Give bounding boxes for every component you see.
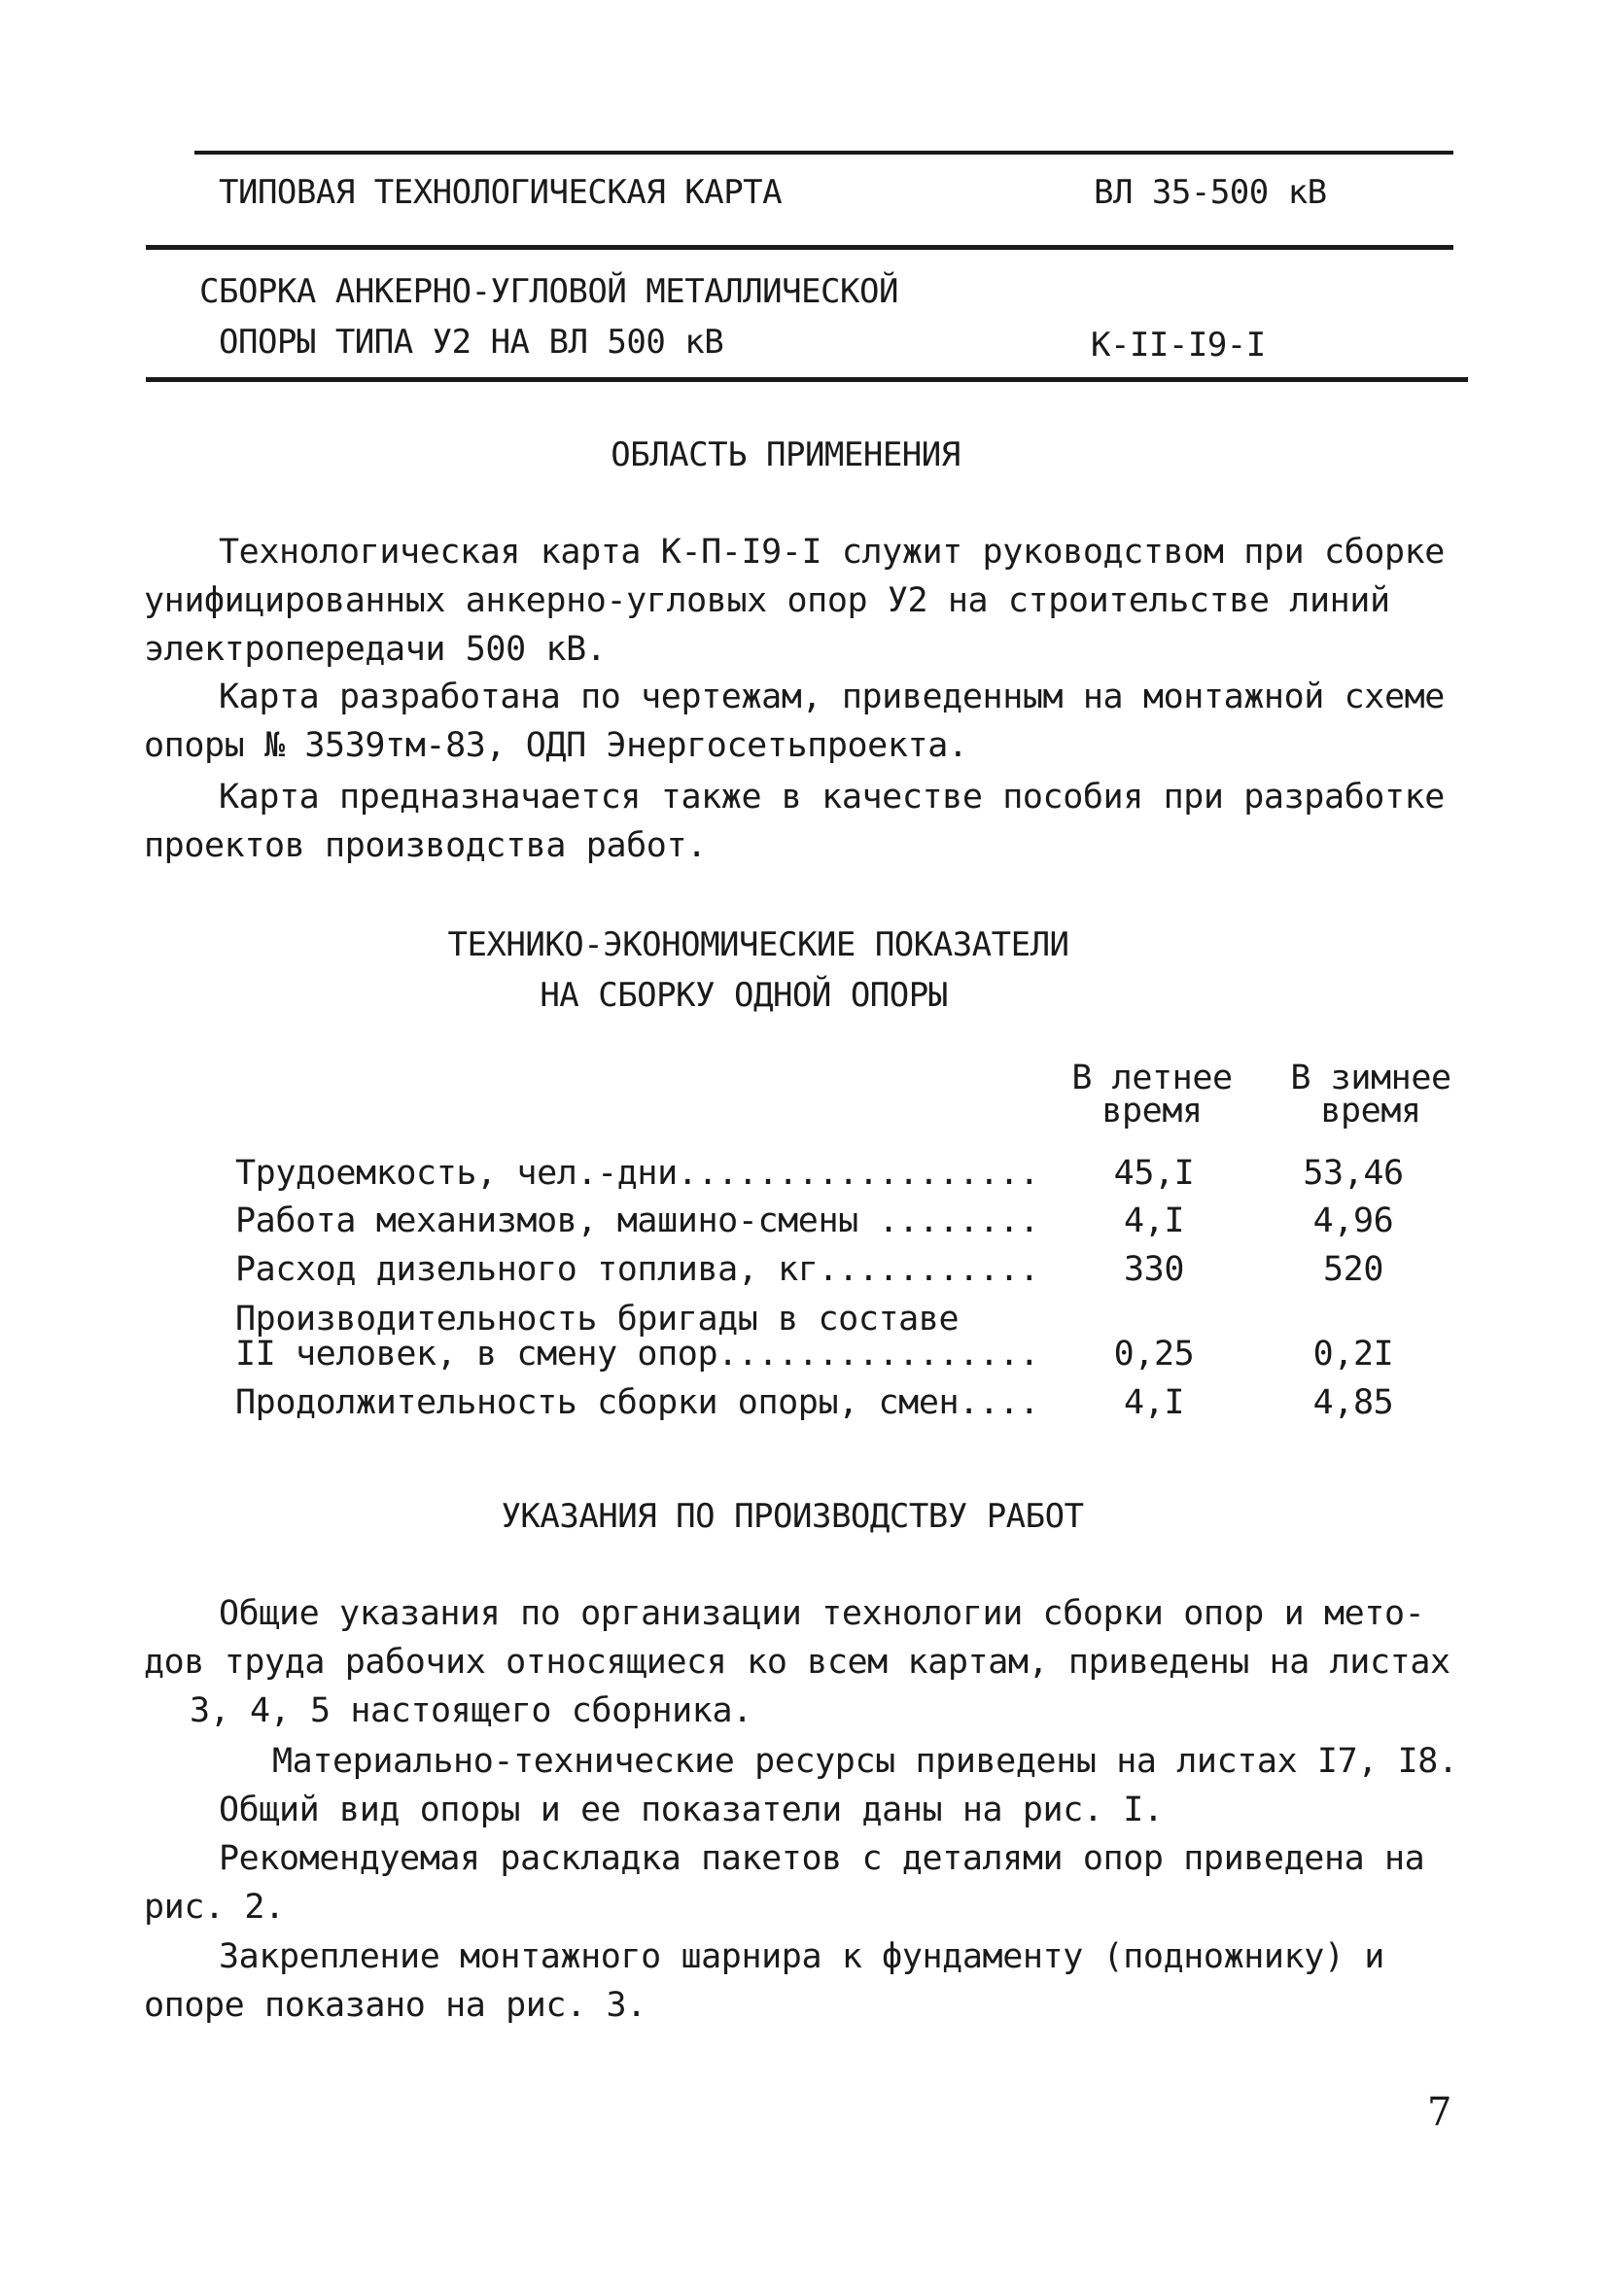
scope-line: электропередачи 500 кВ. <box>144 630 607 669</box>
scope-line: Карта разработана по чертежам, приведенным на монтажной схеме <box>219 678 1445 716</box>
column-header-winter <box>1290 1059 1451 1131</box>
header-subtitle-line1: СБОРКА АНКЕРНО-УГЛОВОЙ МЕТАЛЛИЧЕСКОЙ <box>199 272 898 311</box>
instructions-line: Закрепление монтажного шарнира к фундаменту (подножнику) и <box>219 1937 1384 1976</box>
indicator-summer-value: 45,I <box>1113 1154 1195 1193</box>
indicator-winter-value: 4,85 <box>1312 1383 1394 1422</box>
indicator-winter-value: 53,46 <box>1303 1154 1404 1193</box>
header-title: ТИПОВАЯ ТЕХНОЛОГИЧЕСКАЯ КАРТА <box>219 173 783 212</box>
column-header-summer-line2: время <box>1101 1092 1203 1131</box>
indicators-heading-line1: ТЕХНИКО-ЭКОНОМИЧЕСКИЕ ПОКАЗАТЕЛИ <box>447 925 1069 964</box>
column-header-summer <box>1071 1059 1233 1131</box>
indicator-summer-value: 0,25 <box>1113 1335 1195 1374</box>
instructions-line: дов труда рабочих относящиеся ко всем картам, приведены на листах <box>144 1643 1450 1682</box>
indicator-summer-value: 330 <box>1123 1250 1185 1289</box>
scope-line: проектов производства работ. <box>144 826 707 865</box>
instructions-line: Материально-технические ресурсы приведены на листах I7, I8. <box>272 1742 1458 1781</box>
indicator-winter-value: 4,96 <box>1312 1201 1394 1240</box>
indicator-winter-value: 0,2I <box>1312 1335 1394 1374</box>
instructions-line: опоре показано на рис. 3. <box>144 1986 646 2025</box>
instructions-line: рис. 2. <box>144 1888 285 1927</box>
indicator-label: Производительность бригады в составе <box>235 1300 960 1339</box>
instructions-heading: УКАЗАНИЯ ПО ПРОИЗВОДСТВУ РАБОТ <box>501 1497 1084 1536</box>
indicator-winter-value: 520 <box>1322 1250 1384 1289</box>
header-subtitle-line2: ОПОРЫ ТИПА У2 НА ВЛ 500 кВ <box>219 323 724 362</box>
column-header-winter-line1: В зимнее <box>1290 1059 1451 1097</box>
header-top-rule <box>194 151 1453 155</box>
indicator-label: Расход дизельного топлива, кг........... <box>235 1250 1039 1289</box>
scope-heading: ОБЛАСТЬ ПРИМЕНЕНИЯ <box>611 435 961 474</box>
indicator-label: Продолжительность сборки опоры, смен.... <box>235 1383 1039 1422</box>
page-number: 7 <box>1427 2090 1452 2135</box>
column-header-winter-line2: время <box>1320 1092 1421 1131</box>
column-header-summer-line1: В летнее <box>1071 1059 1233 1097</box>
instructions-line: Общий вид опоры и ее показатели даны на рис. I. <box>219 1791 1164 1829</box>
indicator-label: Работа механизмов, машино-смены ........ <box>235 1201 1039 1240</box>
header-bottom-rule <box>146 377 1468 382</box>
scope-line: унифицированных анкерно-угловых опор У2 на строительстве линий <box>144 581 1390 620</box>
header-mid-rule <box>146 245 1453 250</box>
indicator-summer-value: 4,I <box>1123 1201 1185 1240</box>
indicators-heading-line2: НА СБОРКУ ОДНОЙ ОПОРЫ <box>540 976 948 1015</box>
instructions-line: Рекомендуемая раскладка пакетов с деталями опор приведена на <box>219 1839 1425 1878</box>
header-line-voltage: ВЛ 35-500 кВ <box>1094 173 1327 212</box>
indicator-label: Трудоемкость, чел.-дни.................. <box>235 1154 1039 1193</box>
scope-line: Карта предназначается также в качестве пособия при разработке <box>219 778 1445 817</box>
scope-line: опоры № 3539тм-83, ОДП Энергосетьпроекта. <box>144 726 968 765</box>
instructions-line: Общие указания по организации технологии сборки опор и мето- <box>219 1594 1425 1633</box>
indicator-label: II человек, в смену опор................ <box>235 1335 1039 1374</box>
instructions-line: 3, 4, 5 настоящего сборника. <box>190 1691 752 1730</box>
indicator-summer-value: 4,I <box>1123 1383 1185 1422</box>
header-code: К-II-I9-I <box>1091 326 1266 365</box>
scope-line: Технологическая карта К-П-I9-I служит руководством при сборке <box>219 533 1445 572</box>
